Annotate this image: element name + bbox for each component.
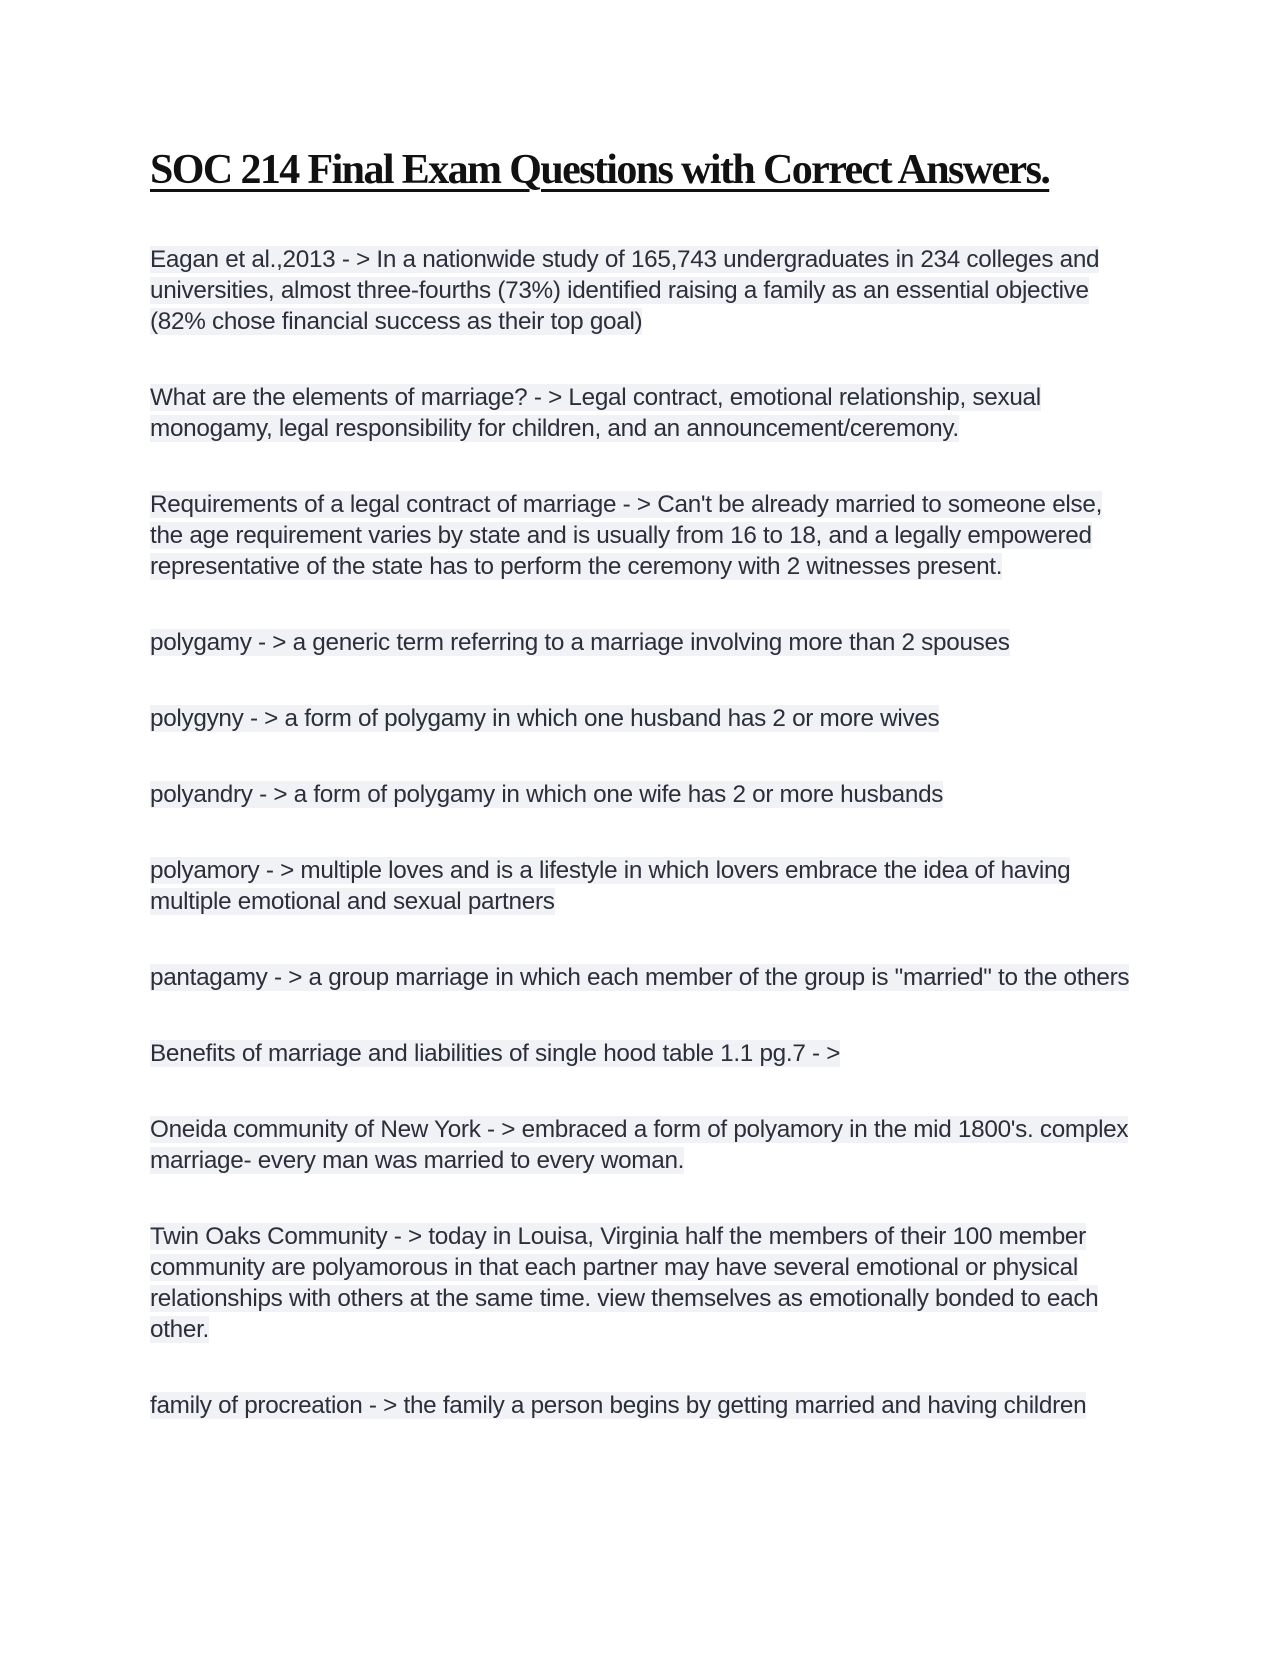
- qa-entry: [150, 627, 1140, 658]
- qa-entry-text: Requirements of a legal contract of marriage - > Can't be already married to someone else, the age requirement varies by state and is usually from 16 to 18, and a legally empowered representative of the state has to perform the ceremony with 2 witnesses present.: [150, 491, 1103, 580]
- document-title: SOC 214 Final Exam Questions with Correct Answers.: [150, 147, 1050, 193]
- qa-entry-text: Twin Oaks Community - > today in Louisa, Virginia half the members of their 100 member community are polyamorous in that each partner may have several emotional or physical relationships with others at the same time. view themselves as emotionally bonded to each other.: [150, 1223, 1099, 1343]
- qa-entry-text: pantagamy - > a group marriage in which each member of the group is "married" to the others: [150, 964, 1130, 991]
- qa-entry-text: What are the elements of marriage? - > Legal contract, emotional relationship, sexual monogamy, legal responsibility for children, and an announcement/ceremony.: [150, 384, 1041, 442]
- qa-entry: [150, 962, 1140, 993]
- qa-entry: [150, 1038, 1140, 1069]
- qa-list: [150, 244, 1140, 1466]
- qa-entry-text: polygyny - > a form of polygamy in which one husband has 2 or more wives: [150, 705, 940, 732]
- qa-entry-text: Benefits of marriage and liabilities of single hood table 1.1 pg.7 - >: [150, 1040, 841, 1067]
- qa-entry: [150, 1390, 1140, 1421]
- qa-entry: [150, 244, 1140, 337]
- qa-entry: [150, 382, 1140, 444]
- qa-entry: [150, 855, 1140, 917]
- qa-entry: [150, 1221, 1140, 1345]
- qa-entry: [150, 703, 1140, 734]
- qa-entry-text: Eagan et al.,2013 - > In a nationwide study of 165,743 undergraduates in 234 colleges and universities, almost three-fourths (73%) identified raising a family as an essential objective (82% chose financial success as their top goal): [150, 246, 1100, 335]
- qa-entry-text: polyandry - > a form of polygamy in which one wife has 2 or more husbands: [150, 781, 944, 808]
- qa-entry-text: Oneida community of New York - > embraced a form of polyamory in the mid 1800's. complex marriage- every man was married to every woman.: [150, 1116, 1129, 1174]
- qa-entry-text: family of procreation - > the family a person begins by getting married and having children: [150, 1392, 1087, 1419]
- qa-entry: [150, 779, 1140, 810]
- qa-entry-text: polygamy - > a generic term referring to a marriage involving more than 2 spouses: [150, 629, 1010, 656]
- qa-entry: [150, 489, 1140, 582]
- qa-entry: [150, 1114, 1140, 1176]
- qa-entry-text: polyamory - > multiple loves and is a lifestyle in which lovers embrace the idea of having multiple emotional and sexual partners: [150, 857, 1071, 915]
